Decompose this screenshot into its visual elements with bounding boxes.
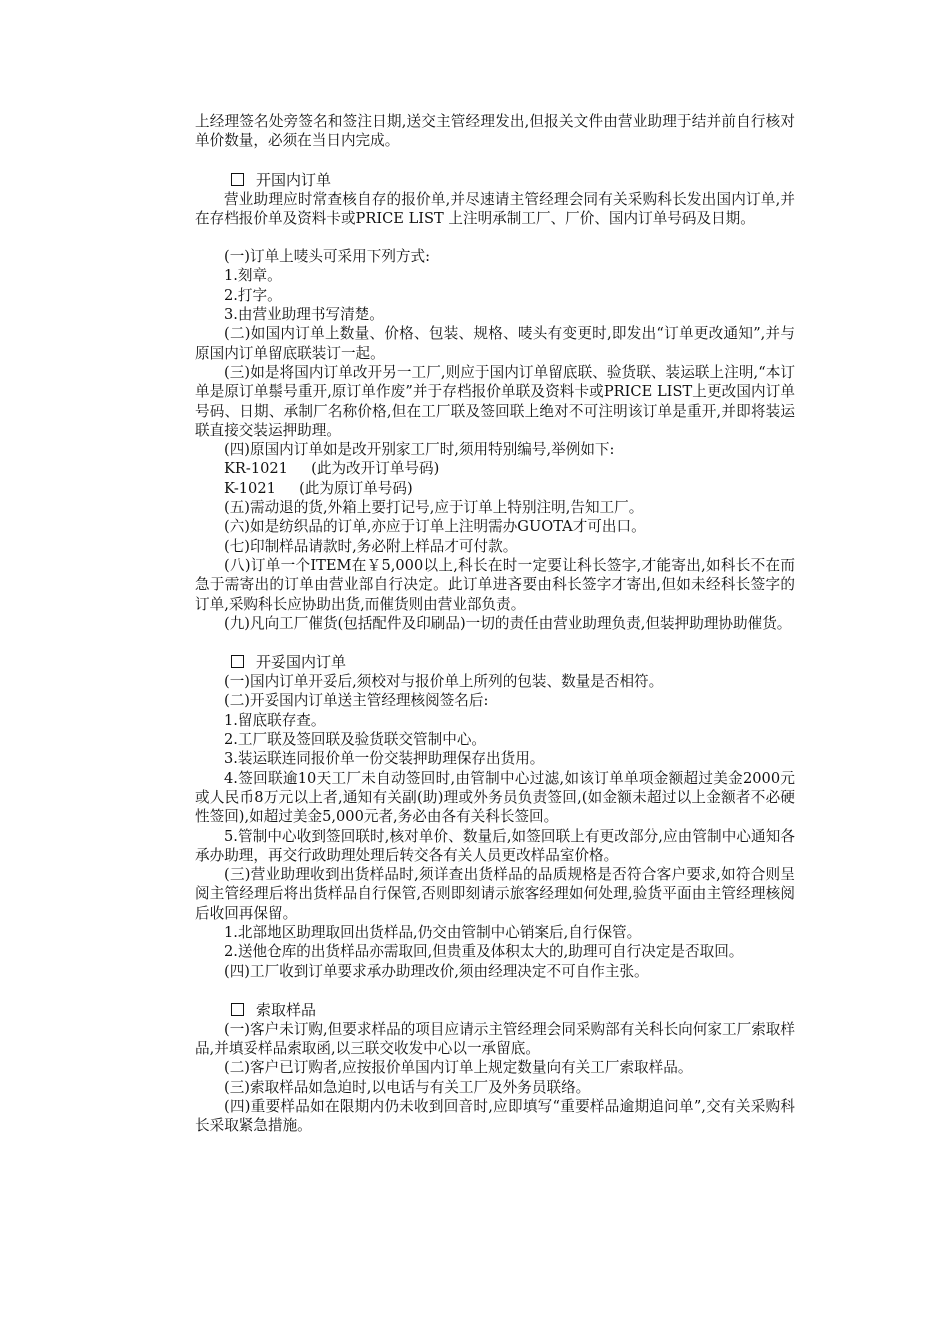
list-item: 1.北部地区助理取回出货样品,仍交由管制中心销案后,自行保管。 — [224, 923, 642, 941]
order-number-example: KR-1021 (此为改开订单号码) — [224, 460, 440, 478]
checkbox-icon — [231, 655, 244, 668]
checkbox-icon — [231, 173, 244, 186]
list-item: (五)需动退的货,外箱上要打记号,应于订单上特别注明,告知工厂。 — [224, 499, 644, 517]
checkbox-icon — [231, 1003, 244, 1016]
list-item: (四)原国内订单如是改开别家工厂时,须用特别编号,举例如下: — [224, 441, 615, 459]
list-item: (四)重要样品如在限期内仍未收到回音时,应即填写“重要样品逾期追问单”,交有关采购科长采取紧急措施。 — [195, 1098, 795, 1135]
list-item: (六)如是纺织品的订单,亦应于订单上注明需办GUOTA才可出口。 — [224, 518, 646, 536]
section-title: 开妥国内订单 — [256, 653, 347, 672]
list-item: (三)如是将国内订单改开另一工厂,则应于国内订单留底联、验货联、装运联上注明,“本订单是原订单鬃号重开,原订单作废”并于存档报价单联及资料卡或PRICE LIST上更改国内订单号码、日期、承制厂名称价格,但在工厂联及签回联上绝对不可注明该订单是重开,并即将装运联直接交装运押助理。 — [195, 363, 795, 439]
intro-paragraph: 上经理签名处旁签名和签注日期,送交主管经理发出,但报关文件由营业助理于结并前自行核对单价数量，必须在当日内完成。 — [195, 113, 795, 150]
list-item: (一)订单上唛头可采用下列方式: — [224, 248, 431, 266]
list-item: (二)如国内订单上数量、价格、包装、规格、唛头有变更时,即发出“订单更改通知”,并与原国内订单留底联装订一起。 — [195, 325, 795, 362]
list-item: 4.签回联逾10天工厂未自动签回时,由管制中心过滤,如该订单单项金额超过美金2000元或人民币8万元以上者,通知有关副(助)理或外务员负责签回,(如金额未超过以上金额者不必硬性签回),如超过美金5,000元者,务必由各有关科长签回。 — [195, 769, 795, 826]
list-item: (四)工厂收到订单要求承办助理改价,须由经理决定不可自作主张。 — [224, 962, 649, 980]
list-item: (三)营业助理收到出货样品时,须详查出货样品的品质规格是否符合客户要求,如符合则呈阅主管经理后将出货样品自行保管,否则即刻请示旅客经理如何处理,验货平面由主管经理核阅后收回再保留。 — [195, 866, 795, 922]
list-item: 5.管制中心收到签回联时,核对单价、数量后,如签回联上有更改部分,应由管制中心通知各承办助理，再交行政助理处理后转交各有关人员更改样品室价格。 — [195, 827, 795, 864]
list-item: (二)开妥国内订单送主管经理核阅签名后: — [224, 692, 489, 710]
list-item: 3.装运联连同报价单一份交装押助理保存出货用。 — [224, 750, 545, 768]
list-item: (三)索取样品如急迫时,以电话与有关工厂及外务员联络。 — [224, 1078, 591, 1096]
section-title: 索取样品 — [256, 1000, 317, 1019]
list-item: (一)国内订单开妥后,须校对与报价单上所列的包装、数量是否相符。 — [224, 673, 664, 691]
list-item: (九)凡向工厂催货(包括配件及印刷品)一切的责任由营业助理负责,但装押助理协助催货。 — [224, 614, 792, 632]
list-item: (一)客户未订购,但要求样品的项目应请示主管经理会同采购部有关科长向何家工厂索取样品,并填妥样品索取函,以三联交收发中心以一承留底。 — [195, 1020, 795, 1058]
order-number-example: K-1021 (此为原订单号码) — [224, 479, 413, 497]
document-page — [195, 112, 795, 1136]
list-item: 1.留底联存查。 — [224, 711, 326, 729]
list-item: 2.打字。 — [224, 286, 282, 304]
section-heading-domestic-order-completed — [195, 652, 795, 672]
list-item: 3.由营业助理书写清楚。 — [224, 306, 384, 324]
list-item: (八)订单一个ITEM在￥5,000以上,科长在时一定要让科长签字,才能寄出,如科长不在而急于需寄出的订单由营业部自行决定。此订单进吝要由科长签字才寄出,但如未经科长签字的订单,采购科长应协助出货,而催货则由营业部负责。 — [195, 556, 795, 613]
section-heading-request-samples — [195, 1000, 795, 1020]
list-item: 2.工厂联及签回联及验货联交管制中心。 — [224, 731, 487, 749]
list-item: 2.送他仓库的出货样品亦需取回,但贵重及体积太大的,助理可自行决定是否取回。 — [224, 943, 744, 961]
section-title: 开国内订单 — [256, 170, 332, 189]
section1-paragraph: 营业助理应时常查核自存的报价单,并尽速请主管经理会同有关采购科长发出国内订单,并在存档报价单及资料卡或PRICE LIST 上注明承制工厂、厂价、国内订单号码及日期。 — [195, 190, 795, 227]
list-item: 1.刻章。 — [224, 267, 282, 285]
section-heading-open-domestic-order — [195, 170, 795, 190]
list-item: (七)印制样品请款时,务必附上样品才可付款。 — [224, 537, 518, 555]
list-item: (二)客户已订购者,应按报价单国内订单上规定数量向有关工厂索取样品。 — [224, 1059, 693, 1077]
